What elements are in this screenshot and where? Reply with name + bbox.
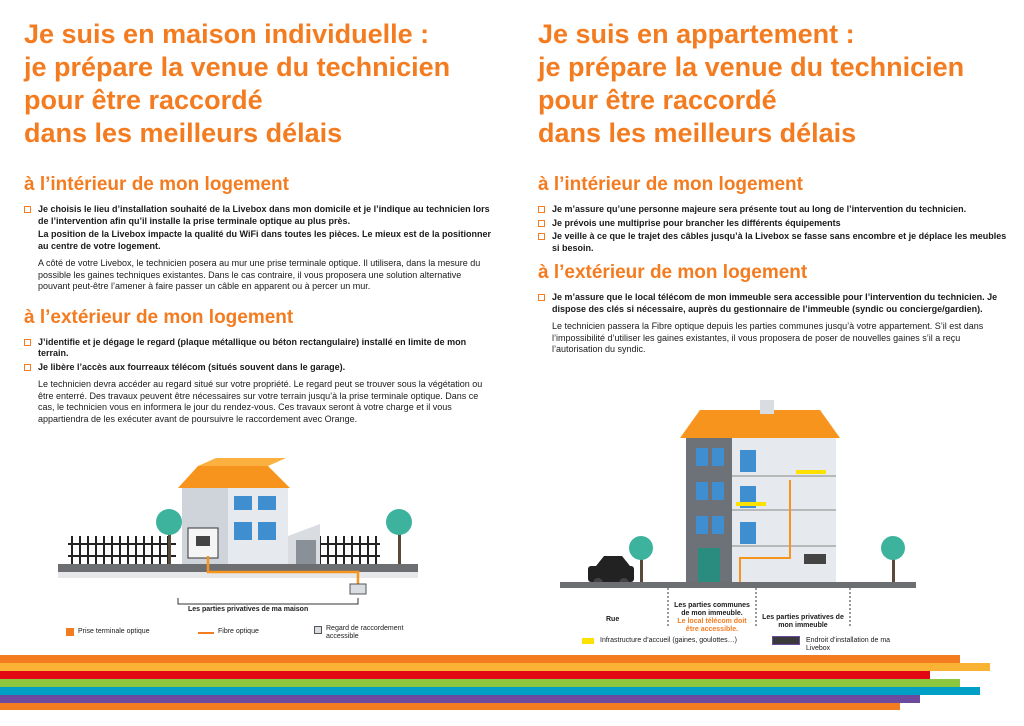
checklist-item [24, 362, 494, 374]
common-parts-label: Les parties communes de mon immeuble. [674, 602, 750, 617]
left-interior-checklist [24, 204, 494, 227]
checklist-item-text: Je veille à ce que le trajet des câbles jusqu’à la Livebox se fasse sans encombre et je déplace les meubles si besoin. [552, 231, 1007, 253]
terminal-socket-icon [66, 628, 74, 636]
infrastructure-icon [582, 638, 594, 644]
checklist-item [538, 231, 1008, 254]
left-title-line: Je suis en maison individuelle : [24, 19, 430, 49]
left-title-line: dans les meilleurs délais [24, 118, 343, 148]
checklist-item-text: J’identifie et je dégage le regard (plaque métallique ou béton rectangulaire) installé en limite de mon terrain. [38, 336, 467, 358]
checklist-item-text: Je choisis le lieu d’installation souhaité de la Livebox dans mon domicile et je l’indique au technicien lors de l’intervention afin qu’il installe la prise terminale optique au plus près. [38, 204, 490, 226]
page-bottom [0, 720, 1024, 726]
checklist-item [24, 204, 494, 227]
checkbox-icon[interactable] [538, 220, 545, 227]
checklist-item-text: Je prévois une multiprise pour brancher les différents équipements [552, 217, 841, 228]
checklist-item [538, 218, 1008, 230]
right-exterior-paragraph: Le technicien passera la Fibre optique depuis les parties communes jusqu’à votre appartement. S’il est dans l’impossibilité d’utiliser les gaines existantes, il vous proposera de poser de nouvelles gaines s’il a reçu l’autorisation du syndic. [552, 321, 984, 354]
street-label: Rue [606, 616, 620, 623]
legend-terminal-socket: Prise terminale optique [78, 628, 150, 635]
left-interior-heading: à l’intérieur de mon logement [24, 174, 289, 195]
manhole-icon [350, 584, 366, 594]
checkbox-icon[interactable] [538, 206, 545, 213]
building-drawing [560, 398, 916, 588]
legend-manhole: Regard de raccordement accessible [326, 625, 404, 640]
checkbox-icon[interactable] [24, 339, 31, 346]
right-title-line: pour être raccordé [538, 85, 777, 115]
house-drawing [58, 458, 418, 648]
checklist-item-text: Je m’assure que le local télécom de mon immeuble sera accessible pour l’intervention du technicien. Je dispose des clés si nécessaire, auprès du gestionnaire de l’immeuble (syndic ou concierge/gardien). [552, 292, 998, 314]
checklist-item [538, 292, 1008, 315]
fiber-line-icon [198, 632, 214, 634]
checkbox-icon[interactable] [538, 294, 545, 301]
livebox-icon [772, 636, 800, 645]
left-title-line: je prépare la venue du technicien [24, 52, 451, 82]
checklist-item [24, 337, 494, 360]
checkbox-icon[interactable] [538, 233, 545, 240]
left-column [24, 18, 494, 425]
right-title-line: je prépare la venue du technicien [538, 52, 965, 82]
checkbox-icon[interactable] [24, 206, 31, 213]
checklist-item-text: Je libère l’accès aux fourreaux télécom (situés souvent dans le garage). [38, 361, 346, 372]
private-parts-building-label: Les parties privatives de mon immeuble [762, 614, 844, 629]
private-parts-label: Les parties privatives de ma maison [188, 606, 309, 613]
checkbox-icon[interactable] [24, 364, 31, 371]
left-exterior-checklist [24, 337, 494, 374]
checklist-item [538, 204, 1008, 216]
right-title-line: Je suis en appartement : [538, 19, 855, 49]
left-exterior-paragraph: Le technicien devra accéder au regard situé sur votre propriété. Le regard peut se trouver sous la végétation ou être enterré. Des travaux peuvent être nécessaires sur votre terrain jusqu’à la prise terminale optique. Dans ce cas, le technicien vous en informera le jour du rendez-vous. Ces travaux seront à votre charge et il vous appartiendra de les exécuter avant de poursuivre le raccordement avec Orange. [38, 379, 483, 424]
left-main-title [24, 18, 494, 150]
house-illustration [58, 458, 418, 648]
legend-fiber: Fibre optique [218, 628, 259, 635]
legend-infrastructure: Infrastructure d’accueil (gaines, goulottes…) [600, 637, 737, 644]
right-main-title [538, 18, 1008, 150]
left-title-line: pour être raccordé [24, 85, 263, 115]
common-parts-note: Le local télécom doit être accessible. [677, 618, 747, 633]
left-interior-note: La position de la Livebox impacte la qualité du WiFi dans toutes les pièces. Le mieux est de la positionner au centre de votre logement. [38, 229, 492, 251]
right-title-line: dans les meilleurs délais [538, 118, 857, 148]
right-column [538, 18, 1008, 356]
right-interior-checklist [538, 204, 1008, 254]
legend-livebox: Endroit d’installation de ma Livebox [806, 637, 891, 652]
right-exterior-checklist [538, 292, 1008, 315]
right-interior-heading: à l’intérieur de mon logement [538, 174, 803, 195]
left-interior-paragraph: A côté de votre Livebox, le technicien posera au mur une prise terminale optique. Il utilisera, dans la mesure du possible les gaines techniques existantes. Dans le cas contraire, il vous proposera une solution alternative pouvant peut-être l’amener à faire passer un câble en apparent ou à percer un mur. [38, 258, 481, 291]
left-exterior-heading: à l’extérieur de mon logement [24, 306, 294, 328]
right-exterior-heading: à l’extérieur de mon logement [538, 262, 808, 283]
checklist-item-text: Je m’assure qu’une personne majeure sera présente tout au long de l’intervention du technicien. [552, 204, 967, 214]
decorative-stripes [0, 655, 1024, 710]
building-illustration [560, 398, 916, 654]
manhole-legend-icon [314, 626, 322, 634]
